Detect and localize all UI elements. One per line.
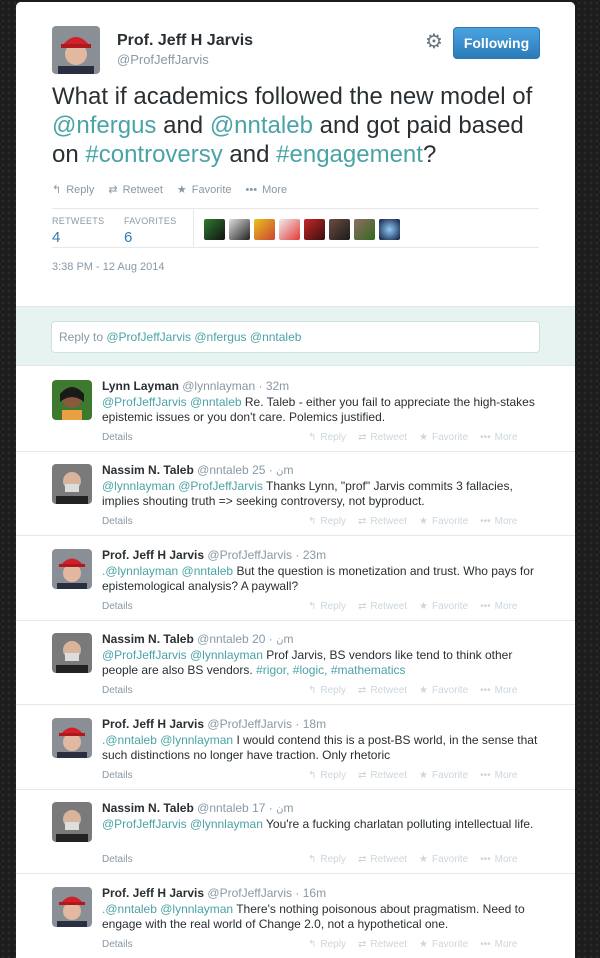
reply-tweet[interactable] [16,537,575,621]
tweet-text: What if academics followed the new model of @nfergus and @nntaleb and got paid based on #controversy and #engagement? [52,83,533,168]
avatar[interactable] [52,380,92,420]
reply-button[interactable]: ↰ Reply [308,939,346,950]
reply-actions [308,770,517,781]
retweet-icon: ⇄ [357,432,367,443]
more-icon: ••• [480,854,491,865]
reply-icon: ↰ [308,516,317,527]
reply-tweet[interactable] [16,452,575,536]
reply-author-handle[interactable]: @lynnlayman [182,379,256,393]
more-icon: ••• [480,516,491,527]
more-icon: ••• [245,183,258,196]
details-link[interactable]: Details [102,685,133,696]
reply-author-handle[interactable]: @nntaleb [197,801,249,815]
avatar[interactable] [52,464,92,504]
main-tweet [16,2,575,306]
reply-icon: ↰ [308,432,317,443]
reply-icon: ↰ [308,685,317,696]
author-name[interactable]: Prof. Jeff H Jarvis [117,32,254,49]
reply-header [102,463,293,477]
reply-actions [308,432,517,443]
reply-header [102,886,326,900]
hashtag-link[interactable]: #rigor, #logic, #mathematics [256,663,406,677]
avatar[interactable] [254,219,275,240]
mention-link[interactable]: @ProfJeffJarvis @lynnlayman [102,817,263,831]
reply-tweet[interactable] [16,706,575,790]
favorite-button[interactable]: ★ Favorite [419,516,469,527]
star-icon: ★ [419,685,429,696]
more-button[interactable]: ••• More [480,685,518,696]
gear-icon[interactable]: ⚙ [425,31,443,53]
favorite-button[interactable]: ★ Favorite [419,939,469,950]
more-icon: ••• [480,939,491,950]
reply-actions [308,854,517,865]
retweets-stat[interactable]: RETWEETS 4 [52,216,105,246]
avatar[interactable] [279,219,300,240]
favorite-button[interactable]: ★ Favorite [419,601,469,612]
star-icon: ★ [419,432,429,443]
retweet-icon: ⇄ [357,770,367,781]
retweet-button[interactable]: ⇄ Retweet [357,516,408,527]
star-icon: ★ [419,770,429,781]
details-link[interactable]: Details [102,854,133,865]
mention-link[interactable]: @lynnlayman @ProfJeffJarvis [102,479,263,493]
reply-tweet[interactable] [16,621,575,705]
reply-author-handle[interactable]: @ProfJeffJarvis [207,886,293,900]
arabic-glyph-icon: ن [276,804,284,815]
following-button[interactable]: Following [453,27,540,59]
more-icon: ••• [480,601,491,612]
mention-link[interactable]: @ProfJeffJarvis @lynnlayman [102,648,263,662]
more-button[interactable]: ••• More [480,432,518,443]
retweet-button[interactable]: ⇄ Retweet [357,854,408,865]
arabic-glyph-icon: ن [276,466,284,477]
avatar[interactable] [52,802,92,842]
reply-author-name[interactable]: Prof. Jeff H Jarvis [102,886,205,900]
reply-button[interactable]: ↰ Reply [52,183,95,196]
retweet-icon: ⇄ [357,516,367,527]
reply-text: .@nntaleb @lynnlayman I would contend this is a post-BS world, in the sense that such distinctions no longer have traction. Only rhetoric [102,733,538,762]
reply-header [102,379,289,393]
tweet-stats [52,208,539,248]
reply-icon: ↰ [308,770,317,781]
reply-author-name[interactable]: Nassim N. Taleb [102,632,194,646]
reply-header [102,801,293,815]
avatar[interactable] [52,718,92,758]
retweet-button[interactable]: ⇄ Retweet [357,770,408,781]
retweet-icon: ⇄ [357,939,367,950]
reply-time[interactable]: · 32m [258,379,290,393]
reply-button[interactable]: ↰ Reply [308,770,346,781]
avatar[interactable] [52,549,92,589]
retweet-button[interactable]: ⇄ Retweet [357,685,408,696]
retweet-button[interactable]: ⇄ Retweet [357,939,408,950]
reply-author-name[interactable]: Nassim N. Taleb [102,801,194,815]
more-button[interactable]: ••• More [480,601,518,612]
details-link[interactable]: Details [102,516,133,527]
star-icon: ★ [419,854,429,865]
more-icon: ••• [480,432,491,443]
star-icon: ★ [419,939,429,950]
reply-author-name[interactable]: Prof. Jeff H Jarvis [102,548,205,562]
star-icon: ★ [419,601,429,612]
favorites-stat[interactable]: FAVORITES 6 [124,216,177,246]
reply-text: .@lynnlayman @nntaleb But the question is monetization and trust. Who pays for epistemological analysis? A paywall? [102,564,534,593]
reply-time[interactable]: · 25m [252,463,294,477]
reply-author-name[interactable]: Prof. Jeff H Jarvis [102,717,205,731]
mention-link[interactable]: .@nntaleb @lynnlayman [102,733,234,747]
avatar[interactable] [52,633,92,673]
reply-tweet[interactable] [16,875,575,958]
retweet-icon: ⇄ [357,601,367,612]
more-icon: ••• [480,685,491,696]
avatar[interactable] [304,219,325,240]
favorite-button[interactable]: ★ Favorite [176,183,232,196]
tweet-timestamp[interactable]: 3:38 PM - 12 Aug 2014 [52,261,165,273]
details-link[interactable]: Details [102,770,133,781]
reply-header [102,632,293,646]
favorite-button[interactable]: ★ Favorite [419,685,469,696]
reply-button[interactable]: ↰ Reply [308,601,346,612]
avatar[interactable] [229,219,250,240]
retweet-icon: ⇄ [357,854,367,865]
reply-author-name[interactable]: Lynn Layman [102,379,179,393]
reply-text: @ProfJeffJarvis @lynnlayman You're a fucking charlatan polluting intellectual life. [102,817,534,831]
reply-text: @lynnlayman @ProfJeffJarvis Thanks Lynn, "prof" Jarvis commits 3 fallacies, implies shouting truth => seeking controversy, not byproduct. [102,479,513,508]
divider [193,209,194,247]
reply-button[interactable]: ↰ Reply [308,854,346,865]
reply-button[interactable]: ↰ Reply [308,432,346,443]
mention-link[interactable]: .@nntaleb @lynnlayman [102,902,234,916]
reply-time[interactable]: · 18m [295,717,327,731]
reply-header [102,548,326,562]
reply-time[interactable]: · 23m [295,548,327,562]
reply-actions [308,939,517,950]
reply-author-handle[interactable]: @nntaleb [197,632,249,646]
more-icon: ••• [480,770,491,781]
avatar[interactable] [52,26,100,74]
details-link[interactable]: Details [102,939,133,950]
reply-author-handle[interactable]: @ProfJeffJarvis [207,548,293,562]
more-button[interactable]: ••• More [480,939,518,950]
avatar[interactable] [329,219,350,240]
reply-text: .@nntaleb @lynnlayman There's nothing poisonous about pragmatism. Need to engage with the real world of Change 2.0, not a hypothetical one. [102,902,525,931]
mention-link[interactable]: .@lynnlayman @nntaleb [102,564,234,578]
favorite-button[interactable]: ★ Favorite [419,770,469,781]
reply-time[interactable]: · 17m [252,801,294,815]
mention-link[interactable]: @ProfJeffJarvis @nntaleb [102,395,242,409]
details-link[interactable]: Details [102,432,133,443]
favorite-button[interactable]: ★ Favorite [419,854,469,865]
reply-icon: ↰ [308,939,317,950]
reply-button[interactable]: ↰ Reply [308,516,346,527]
retweet-button[interactable]: ⇄ Retweet [357,432,408,443]
reply-author-handle[interactable]: @ProfJeffJarvis [207,717,293,731]
reply-header [102,717,326,731]
avatar[interactable] [354,219,375,240]
more-button[interactable]: ••• More [480,770,518,781]
reply-box [16,306,575,366]
reply-tweet[interactable] [16,790,575,874]
reply-actions [308,685,517,696]
reply-text: @ProfJeffJarvis @nntaleb Re. Taleb - either you fail to appreciate the high-stakes epistemic issues or you don't care. Polemics justified. [102,395,535,424]
star-icon: ★ [176,184,187,196]
favorite-button[interactable]: ★ Favorite [419,432,469,443]
more-button[interactable]: ••• More [480,854,518,865]
avatar[interactable] [52,887,92,927]
hashtag-link[interactable]: #engagement [276,141,423,168]
reply-author-handle[interactable]: @nntaleb [197,463,249,477]
details-link[interactable]: Details [102,601,133,612]
retweet-button[interactable]: ⇄ Retweet [108,183,163,196]
reply-time[interactable]: · 16m [295,886,327,900]
reply-button[interactable]: ↰ Reply [308,685,346,696]
reply-tweet[interactable] [16,368,575,452]
retweet-button[interactable]: ⇄ Retweet [357,601,408,612]
reply-icon: ↰ [52,184,62,196]
tweet-card [16,2,575,958]
tweet-actions [52,183,287,196]
author-handle[interactable]: @ProfJeffJarvis [117,52,209,67]
hashtag-link[interactable]: #controversy [85,141,223,168]
reply-time[interactable]: · 20m [252,632,294,646]
favoriter-avatars [204,219,400,240]
mention-link[interactable]: @nntaleb [209,112,313,139]
reply-icon: ↰ [308,601,317,612]
more-button[interactable]: ••• More [480,516,518,527]
reply-actions [308,516,517,527]
avatar[interactable] [204,219,225,240]
reply-icon: ↰ [308,854,317,865]
reply-text: @ProfJeffJarvis @lynnlayman Prof Jarvis, BS vendors like tend to think other people are also BS vendors. #rigor, #logic, #mathematics [102,648,513,677]
avatar[interactable] [379,219,400,240]
arabic-glyph-icon: ن [276,635,284,646]
mention-link[interactable]: @nfergus [52,112,157,139]
retweet-icon: ⇄ [357,685,367,696]
reply-input[interactable]: Reply to @ProfJeffJarvis @nfergus @nntaleb [51,321,540,353]
reply-actions [308,601,517,612]
retweet-icon: ⇄ [108,184,118,196]
star-icon: ★ [419,516,429,527]
more-button[interactable]: ••• More [245,183,288,196]
reply-author-name[interactable]: Nassim N. Taleb [102,463,194,477]
